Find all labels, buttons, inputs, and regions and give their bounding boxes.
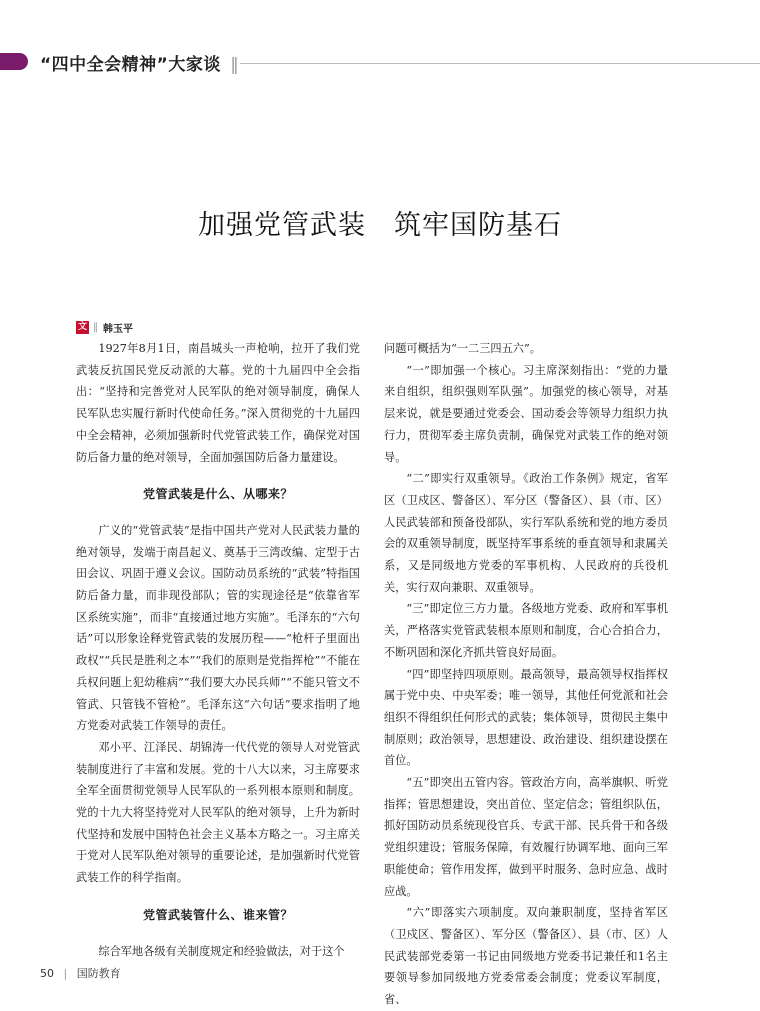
article-title: 加强党管武装 筑牢国防基石	[198, 210, 562, 241]
paragraph: “五”即突出五管内容。管政治方向，高举旗帜、听党指挥；管思想建设，突出首位、坚定信念；管组织队伍，抓好国防动员系统现役官兵、专武干部、民兵骨干和各级党组织建设；管服务保障，有效履行协调军地、面向三军职能使命；管作用发挥，做到平时服务、急时应急、战时应战。	[384, 776, 668, 898]
byline	[76, 320, 133, 335]
paragraph: “二”即实行双重领导。《政治工作条例》规定，省军区（卫戍区、警备区）、军分区（警备区）、县（市、区）人民武装部和预备役部队，实行军队系统和党的地方委员会的双重领导制度，既坚持军事系统的垂直领导和隶属关系，又是同级地方党委的军事机构、人民政府的兵役机关，实行双向兼职、双重领导。	[384, 472, 668, 594]
page-number: 50	[40, 967, 54, 980]
paragraph: “四”即坚持四项原则。最高领导，最高领导权指挥权属于党中央、中央军委；唯一领导，其他任何党派和社会组织不得组织任何形式的武装；集体领导，贯彻民主集中制原则；政治领导，思想建设、政治建设、组织建设摆在首位。	[384, 667, 668, 768]
section-marker-bar	[0, 53, 28, 70]
section-heading: 党管武装管什么、谁来管？	[142, 907, 293, 922]
paragraph: “一”即加强一个核心。习主席深刻指出：“党的力量来自组织，组织强则军队强”。加强党的核心领导，对基层来说，就是要通过党委会、国动委会等领导力组织力执行力，贯彻军委主席负责制，确保党对武装工作的绝对领导。	[384, 363, 668, 464]
section-title	[40, 50, 239, 75]
page-footer	[40, 965, 121, 981]
section-heading: 党管武装是什么、从哪来？	[142, 487, 293, 502]
header-rule	[240, 63, 760, 64]
section-title-text: “四中全会精神”大家谈	[40, 55, 221, 75]
right-column	[384, 338, 668, 1011]
paragraph: 邓小平、江泽民、胡锦涛一代代党的领导人对党管武装制度进行了丰富和发展。党的十八大以来，习主席要求全军全面贯彻党领导人民军队的一系列根本原则和制度。党的十九大将坚持党对人民军队的绝对领导，上升为新时代坚持和发展中国特色社会主义基本方略之一。习主席关于党对人民军队绝对领导的重要论述，是加强新时代党管武装工作的科学指南。	[76, 740, 360, 885]
section-title-separator: ‖	[230, 55, 240, 75]
byline-badge: 文	[77, 322, 87, 332]
paragraph: 1927年8月1日，南昌城头一声枪响，拉开了我们党武装反抗国民党反动派的大幕。党的十九届四中全会指出：“坚持和完善党对人民军队的绝对领导制度，确保人民军队忠实履行新时代使命任务。”深入贯彻党的十九届四中全会精神，必须加强新时代党管武装工作，确保党对国防后备力量的绝对领导，全面加强国防后备力量建设。	[76, 342, 360, 464]
footer-separator: |	[63, 967, 68, 980]
paragraph: 综合军地各级有关制度规定和经验做法，对于这个	[98, 944, 345, 958]
paragraph-continued: 问题可概括为“一二三四五六”。	[384, 342, 541, 355]
paragraph: “三”即定位三方力量。各级地方党委、政府和军事机关，严格落实党管武装根本原则和制度，合心合拍合力，不断巩固和深化齐抓共管良好局面。	[384, 602, 668, 659]
magazine-name: 国防教育	[76, 967, 121, 980]
byline-separator: ‖	[93, 322, 98, 333]
paragraph: “六”即落实六项制度。双向兼职制度，坚持省军区（卫戍区、警备区）、军分区（警备区）、县（市、区）人民武装部党委第一书记由同级地方党委书记兼任和1名主要领导参加同级地方党委常委会制度；党委议军制度，省、	[384, 906, 668, 1007]
left-column	[76, 338, 360, 962]
paragraph: 广义的“党管武装”是指中国共产党对人民武装力量的绝对领导，发端于南昌起义、奠基于三湾改编、定型于古田会议、巩固于遵义会议。国防动员系统的“武装”特指国防后备力量，而非现役部队；管的实现途径是“依靠省军区系统实施”，而非“直接通过地方实施”。毛泽东的“六句话”可以形象诠释党管武装的发展历程——“枪杆子里面出政权”“兵民是胜利之本”“我们的原则是党指挥枪”“不能在兵权问题上犯幼稚病”“我们要大办民兵师”“不能只管文不管武、只管钱不管枪”。毛泽东这“六句话”要求指明了地方党委对武装工作领导的责任。	[76, 523, 360, 733]
author-name: 韩玉平	[103, 324, 133, 335]
